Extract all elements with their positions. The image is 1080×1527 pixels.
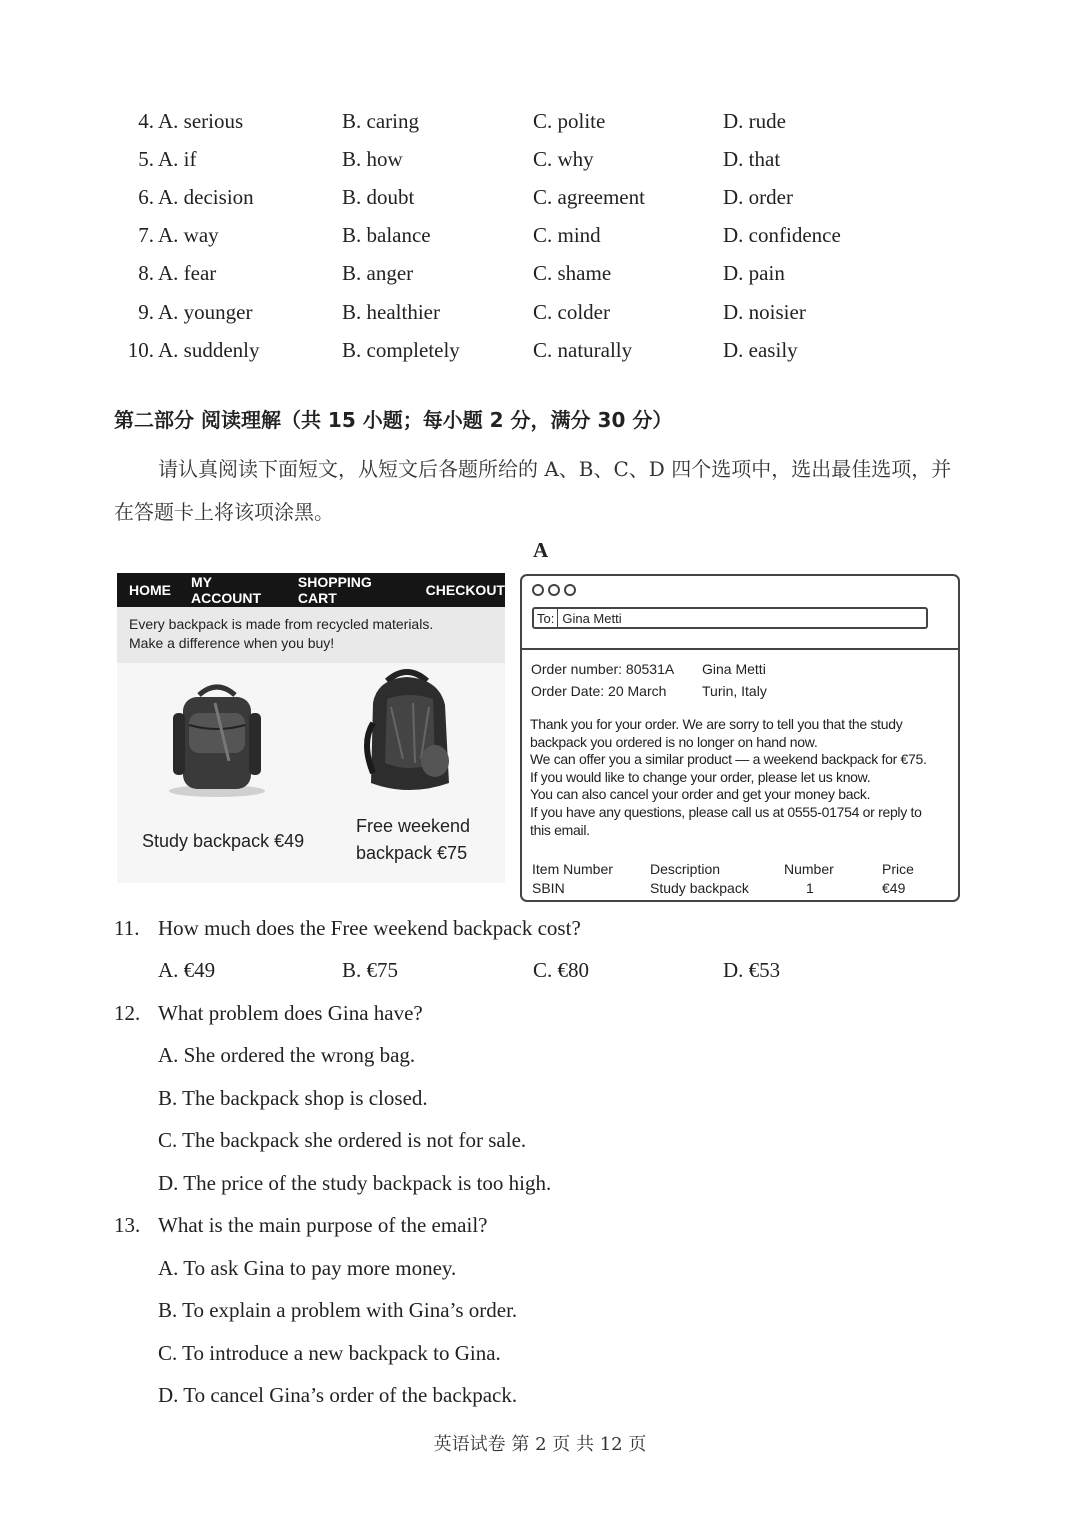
cloze-option-row [0, 338, 1080, 376]
order-info [531, 658, 674, 702]
option-a: A. suddenly [158, 338, 260, 362]
weekend-backpack-caption [356, 813, 470, 867]
question-11 [114, 916, 581, 941]
option-a: A. decision [158, 185, 254, 209]
option-a: A. way [158, 223, 219, 247]
option-c: C. polite [533, 109, 606, 133]
option-d: D. €53 [723, 958, 781, 982]
option-c: C. shame [533, 261, 612, 285]
message-line: backpack you ordered is no longer on hand now. [530, 733, 818, 750]
col-description [650, 860, 749, 898]
question-number: 6. [138, 185, 154, 209]
col-price [882, 860, 914, 898]
col-number [784, 860, 834, 898]
message-line: Thank you for your order. We are sorry to tell you that the study [530, 716, 903, 732]
option-b: B. anger [342, 261, 414, 285]
email-header [522, 576, 958, 650]
question-number: 7. [138, 223, 154, 247]
weekend-caption-line2: backpack €75 [356, 843, 468, 863]
cloze-option-row [0, 185, 1080, 223]
table-cell: SBIN [532, 880, 565, 896]
option-c: C. naturally [533, 338, 633, 362]
study-backpack-caption: Study backpack €49 [142, 831, 305, 851]
question-text: What problem does Gina have? [158, 1001, 423, 1025]
note-line-2: Make a difference when you buy! [129, 635, 335, 651]
option-b: B. The backpack shop is closed. [158, 1086, 428, 1110]
note-line-1: Every backpack is made from recycled materials. [129, 616, 434, 632]
table-cell: €49 [882, 880, 906, 896]
option-d: D. confidence [723, 223, 841, 247]
passage-label: A [533, 538, 549, 562]
window-dot-icon [548, 584, 560, 596]
nav-my-account: MY ACCOUNT [191, 574, 261, 606]
cloze-option-row [0, 109, 1080, 147]
question-number: 10. [127, 338, 154, 362]
table-header: Description [650, 861, 721, 877]
option-d: D. noisier [723, 300, 806, 324]
email-window [520, 574, 960, 902]
table-cell: Study backpack [650, 880, 749, 896]
option-b: B. completely [342, 338, 460, 362]
option-c: C. why [533, 147, 594, 171]
option-a: A. €49 [158, 958, 216, 982]
shop-nav-bar [117, 573, 505, 607]
option-c: C. mind [533, 223, 601, 247]
shop-products [117, 663, 505, 883]
option-a: A. serious [158, 109, 244, 133]
question-number: 13. [114, 1213, 141, 1237]
table-header: Price [882, 861, 914, 877]
option-c: C. agreement [533, 185, 645, 209]
message-line: If you would like to change your order, please let us know. [530, 768, 871, 785]
section-title: 第二部分 阅读理解（共 15 小题；每小题 2 分，满分 30 分） [114, 408, 673, 432]
nav-shopping-cart: SHOPPING CART [297, 574, 372, 606]
page-footer: 英语试卷 第 2 页 共 12 页 [433, 1434, 647, 1455]
question-number: 11. [114, 916, 140, 940]
option-b: B. how [342, 147, 403, 171]
col-item-number [532, 860, 613, 898]
option-a: A. To ask Gina to pay more money. [158, 1256, 457, 1280]
question-number: 5. [138, 147, 154, 171]
customer-name: Gina Metti [702, 661, 766, 677]
study-backpack-icon [117, 673, 307, 813]
section-instruction: 请认真阅读下面短文，从短文后各题所给的 A、B、C、D 四个选项中，选出最佳选项，并在答题卡上将该项涂黑。 [114, 457, 952, 524]
option-d: D. pain [723, 261, 785, 285]
nav-checkout: CHECKOUT [425, 582, 505, 598]
option-d: D. rude [723, 109, 786, 133]
question-text: What is the main purpose of the email? [158, 1213, 488, 1237]
cloze-option-row [0, 261, 1080, 299]
option-d: D. that [723, 147, 781, 171]
to-name: Gina Metti [562, 610, 622, 626]
table-header: Number [784, 861, 834, 877]
product-card-weekend [317, 663, 505, 883]
message-line: If you have any questions, please call us at 0555-01754 or reply to [530, 803, 922, 820]
question-number: 8. [138, 261, 154, 285]
question-number: 4. [138, 109, 154, 133]
cloze-option-row [0, 300, 1080, 338]
product-card-study [117, 663, 307, 883]
order-date: Order Date: 20 March [531, 683, 667, 699]
option-d: D. The price of the study backpack is too high. [158, 1171, 552, 1195]
option-d: D. order [723, 185, 793, 209]
option-c: C. €80 [533, 958, 590, 982]
cloze-option-row [0, 147, 1080, 185]
option-b: B. To explain a problem with Gina’s order. [158, 1298, 518, 1322]
option-d: D. easily [723, 338, 798, 362]
option-c: C. To introduce a new backpack to Gina. [158, 1341, 501, 1365]
to-label: To: [534, 609, 558, 627]
weekend-backpack-icon [317, 663, 505, 803]
option-a: A. She ordered the wrong bag. [158, 1043, 416, 1067]
table-header: Item Number [532, 861, 613, 877]
email-message [530, 716, 958, 839]
option-b: B. caring [342, 109, 419, 133]
message-line: You can also cancel your order and get your money back. [530, 786, 871, 803]
option-a: A. if [158, 147, 197, 171]
message-line: We can offer you a similar product — a weekend backpack for €75. [530, 751, 927, 768]
table-cell: 1 [806, 880, 814, 896]
weekend-caption-line1: Free weekend [356, 816, 471, 836]
shop-webpage [117, 573, 505, 883]
window-dot-icon [532, 584, 544, 596]
window-controls [532, 584, 576, 596]
message-line: this email. [530, 821, 590, 838]
option-a: A. younger [158, 300, 253, 324]
window-dot-icon [564, 584, 576, 596]
question-12 [114, 1001, 423, 1026]
order-number: Order number: 80531A [531, 661, 675, 677]
option-b: B. doubt [342, 185, 415, 209]
option-d: D. To cancel Gina’s order of the backpack. [158, 1383, 518, 1407]
question-13 [114, 1213, 487, 1238]
email-to-field [532, 607, 928, 629]
question-text: How much does the Free weekend backpack cost? [158, 916, 581, 940]
nav-home: HOME [129, 582, 171, 598]
option-a: A. fear [158, 261, 217, 285]
option-c: C. The backpack she ordered is not for sale. [158, 1128, 527, 1152]
option-b: B. balance [342, 223, 431, 247]
cloze-option-row [0, 223, 1080, 261]
question-number: 12. [114, 1001, 141, 1025]
shop-note [117, 607, 505, 663]
option-b: B. healthier [342, 300, 440, 324]
customer-city: Turin, Italy [702, 683, 767, 699]
question-number: 9. [138, 300, 154, 324]
customer-info [702, 658, 767, 702]
option-b: B. €75 [342, 958, 399, 982]
option-c: C. colder [533, 300, 610, 324]
